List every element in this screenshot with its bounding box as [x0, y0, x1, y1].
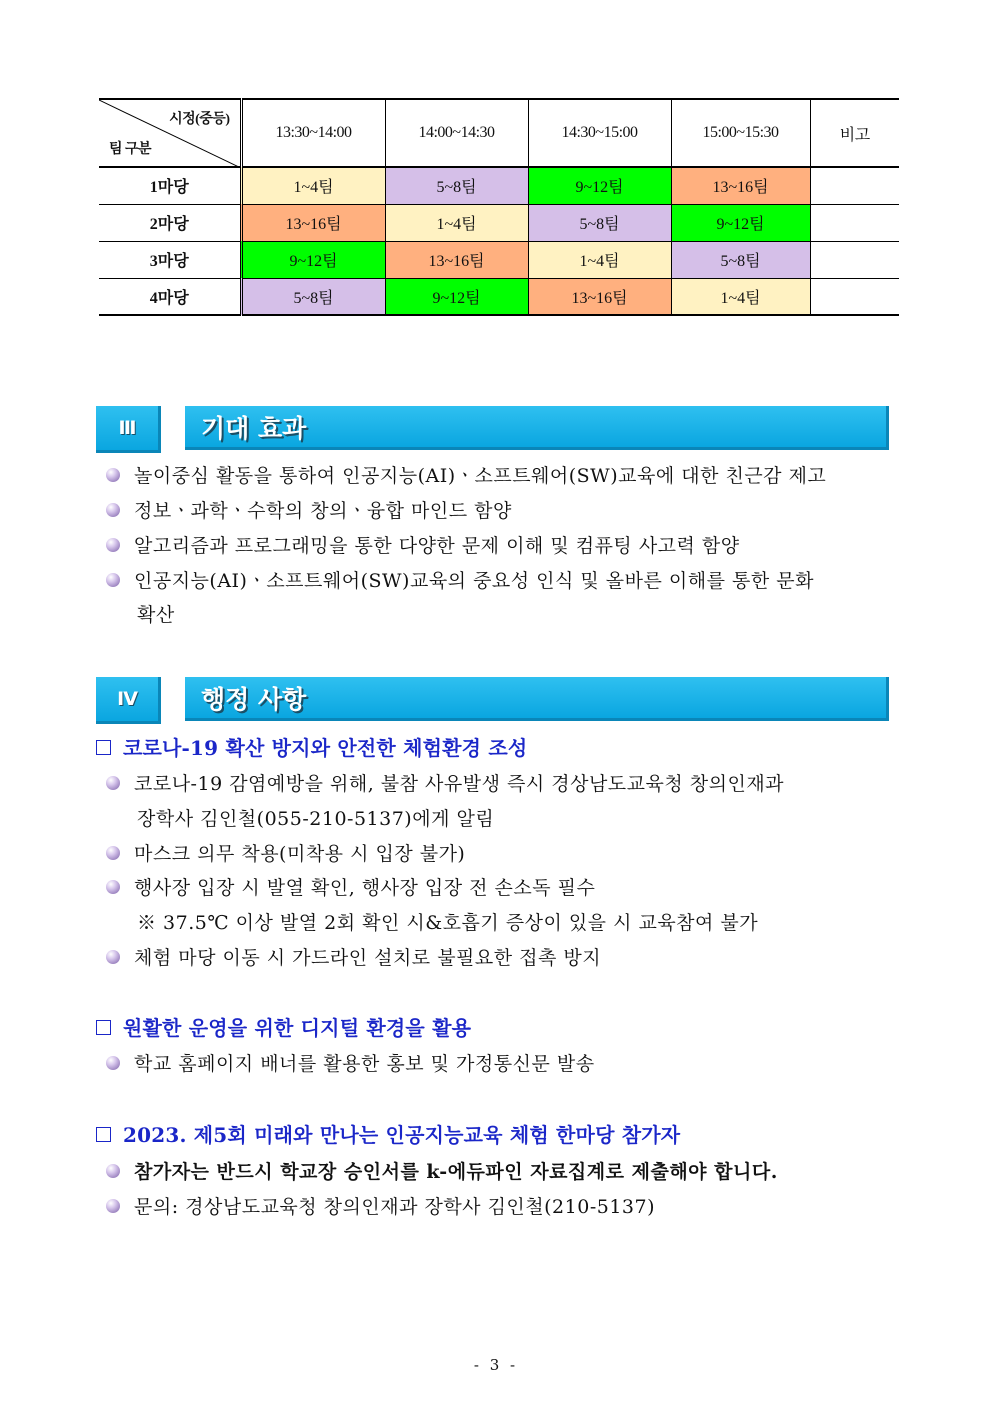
bullet-icon [106, 776, 120, 790]
bullet-icon [106, 573, 120, 587]
corner-top-label: 시정(중등) [169, 112, 230, 127]
list-item [106, 1193, 655, 1221]
list-item [106, 497, 512, 525]
bullet-text: 마스크 의무 착용(미착용 시 입장 불가) [134, 843, 466, 865]
remark-header: 비고 [810, 99, 899, 167]
remark-cell [810, 204, 899, 241]
team-cell: 1~4팀 [241, 167, 385, 204]
bullet-text: 코로나-19 감염예방을 위해, 불참 사유발생 즉시 경상남도교육청 창의인재과 [134, 773, 785, 795]
time-header: 15:00~15:30 [671, 99, 810, 167]
subsection-title [96, 1121, 680, 1149]
bullet-text: 학교 홈페이지 배너를 활용한 홍보 및 가정통신문 발송 [134, 1053, 595, 1075]
section-4-number: Ⅳ [96, 677, 161, 724]
checkbox-square-icon [96, 740, 111, 755]
list-item [106, 944, 601, 972]
checkbox-square-icon [96, 1127, 111, 1142]
time-header: 14:00~14:30 [385, 99, 528, 167]
bullet-text: 체험 마당 이동 시 가드라인 설치로 불필요한 접촉 방지 [134, 947, 602, 969]
section-3-number: Ⅲ [96, 406, 161, 453]
bullet-continuation: 장학사 김인철(055-210-5137)에게 알림 [137, 808, 495, 830]
team-cell: 13~16팀 [528, 278, 671, 315]
page-number: - 3 - [473, 1356, 519, 1374]
bullet-icon [106, 880, 120, 894]
team-cell: 5~8팀 [528, 204, 671, 241]
list-item [106, 1050, 595, 1078]
team-cell: 9~12팀 [241, 241, 385, 278]
table-row [99, 241, 899, 278]
checkbox-square-icon [96, 1020, 111, 1035]
bullet-text: 행사장 입장 시 발열 확인, 행사장 입장 전 손소독 필수 [134, 877, 596, 899]
team-cell: 5~8팀 [671, 241, 810, 278]
remark-cell [810, 241, 899, 278]
bullet-icon [106, 538, 120, 552]
list-item [106, 770, 784, 798]
list-item [106, 1158, 778, 1186]
row-label: 2마당 [99, 204, 241, 241]
list-item [106, 567, 814, 595]
note-text: ※ 37.5℃ 이상 발열 2회 확인 시&호흡기 증상이 있을 시 교육참여 불가 [137, 912, 759, 934]
bullet-text: 놀이중심 활동을 통하여 인공지능(AI)ㆍ소프트웨어(SW)교육에 대한 친근감 제고 [134, 465, 827, 487]
team-cell: 13~16팀 [671, 167, 810, 204]
team-cell: 9~12팀 [671, 204, 810, 241]
remark-cell [810, 167, 899, 204]
team-cell: 9~12팀 [385, 278, 528, 315]
bullet-continuation: 확산 [137, 604, 175, 626]
bullet-icon [106, 1056, 120, 1070]
subsection-title-text: 원활한 운영을 위한 디지털 환경을 활용 [123, 1016, 472, 1040]
list-item [106, 874, 595, 902]
team-cell: 9~12팀 [528, 167, 671, 204]
team-cell: 1~4팀 [671, 278, 810, 315]
bullet-text: 참가자는 반드시 학교장 승인서를 k-에듀파인 자료집계로 제출해야 합니다. [134, 1161, 778, 1183]
row-label: 1마당 [99, 167, 241, 204]
list-item [106, 532, 740, 560]
bullet-icon [106, 503, 120, 517]
section-4-title: 행정 사항 [185, 677, 889, 721]
bullet-icon [106, 468, 120, 482]
team-cell: 13~16팀 [385, 241, 528, 278]
subsection-title-text: 2023. 제5회 미래와 만나는 인공지능교육 체험 한마당 참가자 [123, 1123, 681, 1147]
list-item [106, 840, 465, 868]
team-cell: 1~4팀 [528, 241, 671, 278]
team-cell: 5~8팀 [241, 278, 385, 315]
table-row [99, 167, 899, 204]
row-label: 4마당 [99, 278, 241, 315]
schedule-table [99, 98, 899, 316]
subsection-title [96, 734, 527, 762]
schedule-header-row [99, 99, 899, 167]
remark-cell [810, 278, 899, 315]
team-cell: 5~8팀 [385, 167, 528, 204]
team-cell: 1~4팀 [385, 204, 528, 241]
subsection-title [96, 1014, 471, 1042]
time-header: 14:30~15:00 [528, 99, 671, 167]
row-label: 3마당 [99, 241, 241, 278]
bullet-text: 알고리즘과 프로그래밍을 통한 다양한 문제 이해 및 컴퓨팅 사고력 함양 [134, 535, 740, 557]
bullet-icon [106, 950, 120, 964]
time-header: 13:30~14:00 [241, 99, 385, 167]
bullet-icon [106, 1199, 120, 1213]
table-row [99, 204, 899, 241]
team-cell: 13~16팀 [241, 204, 385, 241]
table-row [99, 278, 899, 315]
corner-bottom-label: 팀 구분 [109, 142, 152, 157]
bullet-text: 정보ㆍ과학ㆍ수학의 창의ㆍ융합 마인드 함양 [134, 500, 512, 522]
bullet-icon [106, 846, 120, 860]
bullet-text: 인공지능(AI)ㆍ소프트웨어(SW)교육의 중요성 인식 및 올바른 이해를 통한 문화 [134, 570, 814, 592]
subsection-title-text: 코로나-19 확산 방지와 안전한 체험환경 조성 [123, 736, 528, 760]
bullet-icon [106, 1164, 120, 1178]
list-item [106, 462, 826, 490]
section-3-title: 기대 효과 [185, 406, 889, 450]
corner-cell [99, 99, 241, 167]
bullet-text: 문의: 경상남도교육청 창의인재과 장학사 김인철(210-5137) [134, 1196, 656, 1218]
